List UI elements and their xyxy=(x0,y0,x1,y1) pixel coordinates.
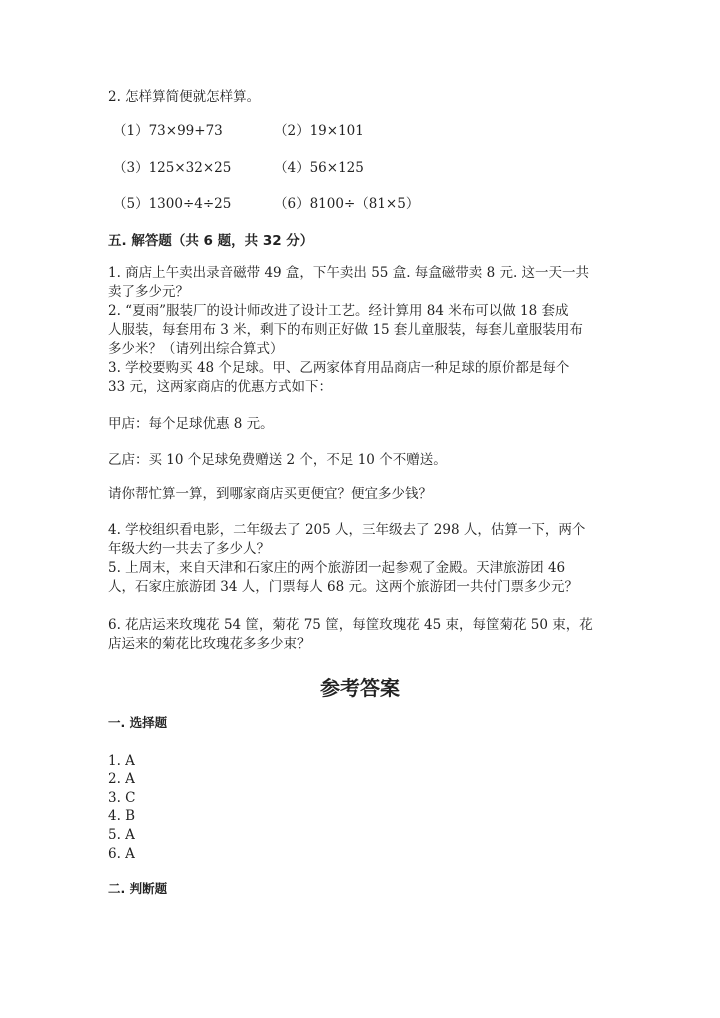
text-line: 33 元，这两家商店的优惠方式如下： xyxy=(108,379,332,395)
text-line: 5. 上周末，来自天津和石家庄的两个旅游团一起参观了金殿。天津旅游团 46 xyxy=(108,560,566,576)
calc-item: （2）19×101 xyxy=(274,123,364,139)
answer-item: 6. A xyxy=(108,846,135,862)
section5-heading: 五. 解答题（共 6 题，共 32 分） xyxy=(108,233,314,249)
text-line: 4. 学校组织看电影，二年级去了 205 人，三年级去了 298 人，估算一下，两个 xyxy=(108,522,586,538)
q2-heading: 2. 怎样算简便就怎样算。 xyxy=(108,89,261,105)
calc-item: （1）73×99+73 xyxy=(113,123,223,139)
answer-item: 4. B xyxy=(108,808,136,824)
calc-item: （3）125×32×25 xyxy=(113,160,232,176)
answers-section1-heading: 一. 选择题 xyxy=(108,715,168,730)
answers-section2-heading: 二. 判断题 xyxy=(108,881,168,896)
answers-title: 参考答案 xyxy=(320,676,400,700)
answer-item: 5. A xyxy=(108,827,135,843)
text-line: 6. 花店运来玫瑰花 54 筐，菊花 75 筐，每筐玫瑰花 45 束，每筐菊花 50 束，花 xyxy=(108,617,593,633)
text-line: 请你帮忙算一算，到哪家商店买更便宜？便宜多少钱？ xyxy=(108,486,432,502)
answer-item: 1. A xyxy=(108,753,135,769)
text-line: 3. 学校要购买 48 个足球。甲、乙两家体育用品商店一种足球的原价都是每个 xyxy=(108,360,570,376)
answer-item: 2. A xyxy=(108,771,135,787)
text-line: 人，石家庄旅游团 34 人，门票每人 68 元。这两个旅游团一共付门票多少元？ xyxy=(108,579,579,595)
text-line: 1. 商店上午卖出录音磁带 49 盒，下午卖出 55 盒. 每盒磁带卖 8 元. 这一天一共 xyxy=(108,265,590,281)
text-line: 卖了多少元？ xyxy=(108,284,189,300)
text-line: 人服装，每套用布 3 米，剩下的布则正好做 15 套儿童服装，每套儿童服装用布 xyxy=(108,322,583,338)
text-line: 2. “夏雨”服装厂的设计师改进了设计工艺。经计算用 84 米布可以做 18 套成 xyxy=(108,303,569,319)
text-line: 甲店：每个足球优惠 8 元。 xyxy=(108,416,274,432)
text-line: 店运来的菊花比玫瑰花多多少束？ xyxy=(108,636,311,652)
calc-item: （6）8100÷（81×5） xyxy=(274,196,420,212)
answer-item: 3. C xyxy=(108,790,136,806)
text-line: 年级大约一共去了多少人？ xyxy=(108,541,270,557)
calc-item: （4）56×125 xyxy=(274,160,364,176)
calc-item: （5）1300÷4÷25 xyxy=(113,196,232,212)
text-line: 多少米？（请列出综合算式） xyxy=(108,341,284,357)
text-line: 乙店：买 10 个足球免费赠送 2 个，不足 10 个不赠送。 xyxy=(108,452,447,468)
